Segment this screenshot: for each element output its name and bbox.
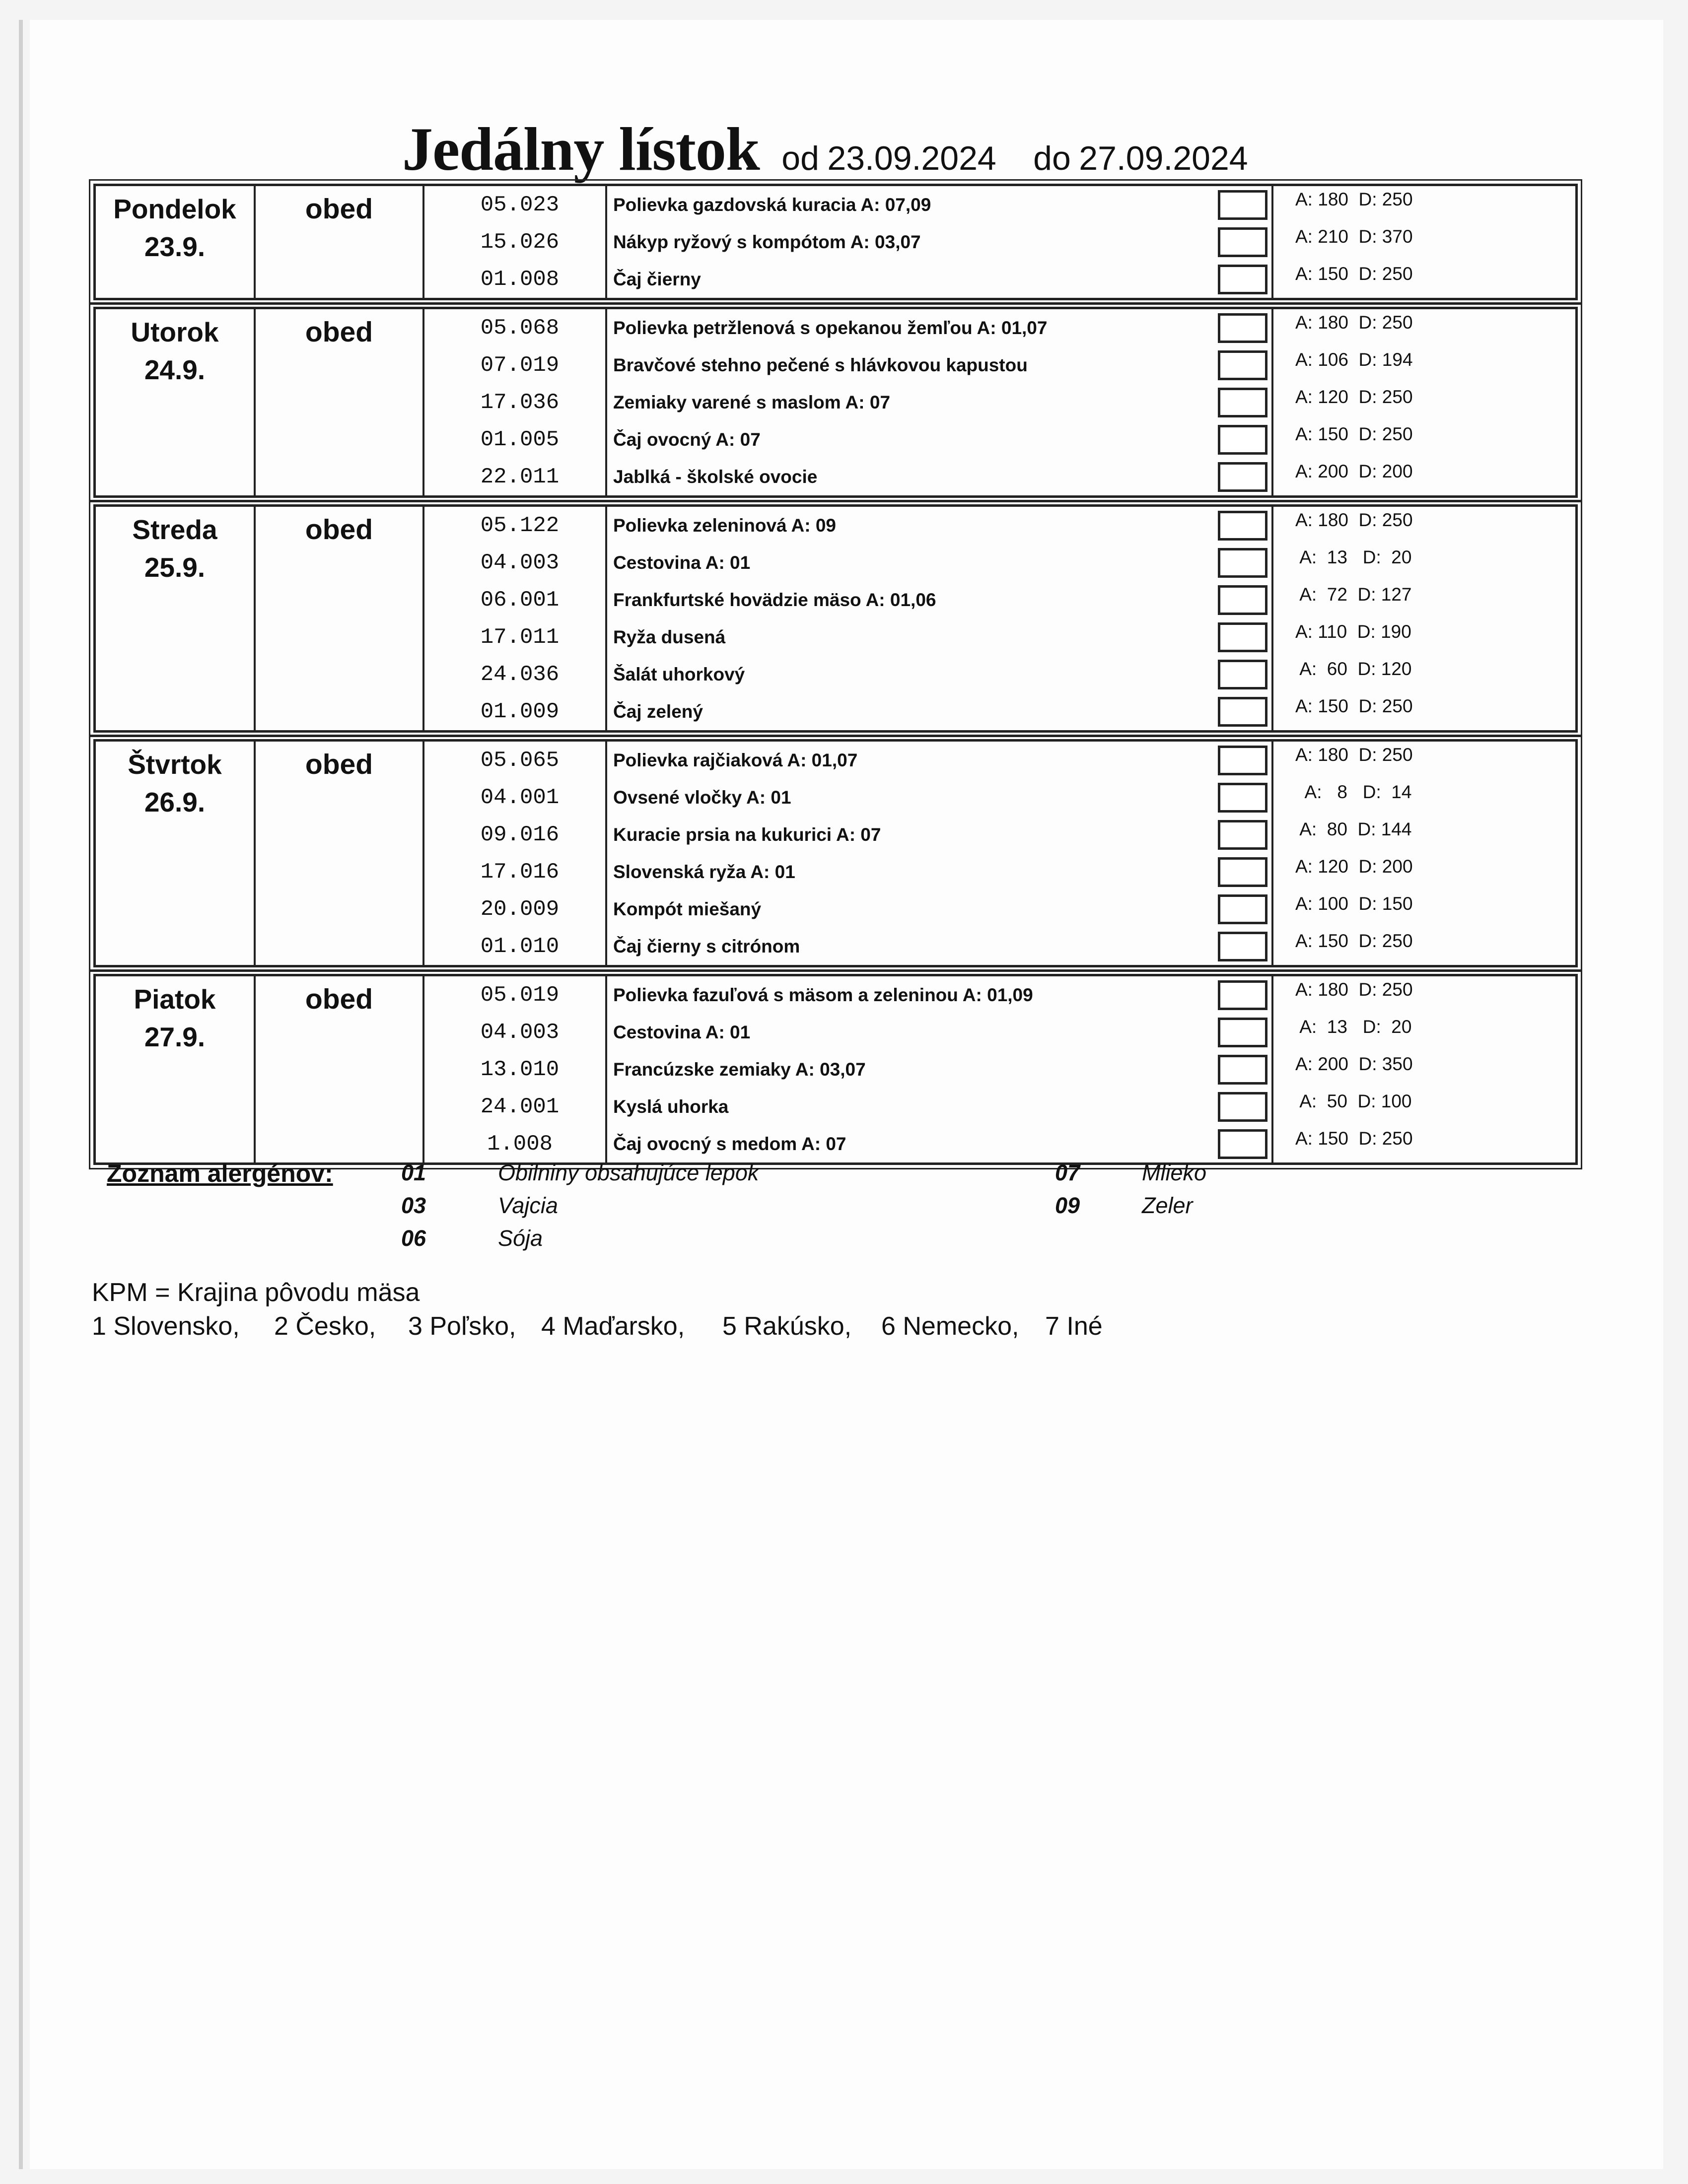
origin-item: 5 Rakúsko, xyxy=(722,1312,852,1341)
order-checkbox[interactable] xyxy=(1218,425,1267,455)
origin-item: 4 Maďarsko, xyxy=(541,1312,685,1341)
dish-code: 13.010 xyxy=(424,1051,607,1088)
portion-weights: A: 210 D: 370 xyxy=(1271,223,1573,261)
dish-rows xyxy=(424,186,1573,298)
day-name: Štvrtok xyxy=(128,749,222,780)
dish-row xyxy=(424,618,1573,656)
dish-name: Slovenská ryža A: 01 xyxy=(613,861,795,882)
day-block xyxy=(93,184,1578,300)
allergen-name: Mlieko xyxy=(1142,1160,1207,1185)
dish-code: 01.010 xyxy=(424,928,607,965)
dish-name: Kuracie prsia na kukurici A: 07 xyxy=(613,824,881,845)
portion-weights: A: 8 D: 14 xyxy=(1271,779,1573,816)
from-label: od xyxy=(781,139,819,177)
portion-weights: A: 180 D: 250 xyxy=(1271,186,1573,223)
origin-item: 2 Česko, xyxy=(274,1312,376,1341)
order-checkbox[interactable] xyxy=(1218,746,1267,775)
dish-row xyxy=(424,544,1573,581)
order-checkbox[interactable] xyxy=(1218,783,1267,813)
portion-weights: A: 180 D: 250 xyxy=(1271,309,1573,346)
dish-name: Čaj ovocný s medom A: 07 xyxy=(613,1133,846,1154)
dish-name: Francúzske zemiaky A: 03,07 xyxy=(613,1059,866,1080)
portion-weights: A: 120 D: 250 xyxy=(1271,384,1573,421)
dish-row xyxy=(424,421,1573,458)
dish-row xyxy=(424,779,1573,816)
meal-type: obed xyxy=(256,186,424,298)
day-info xyxy=(96,976,256,1162)
portion-weights: A: 100 D: 150 xyxy=(1271,890,1573,928)
scan-edge xyxy=(19,20,23,2169)
order-box-cell xyxy=(1214,742,1271,779)
allergen-heading: Zoznam alergénov: xyxy=(107,1160,333,1187)
origin-list xyxy=(92,1309,1103,1343)
dish-code: 17.016 xyxy=(424,853,607,890)
portion-weights: A: 80 D: 144 xyxy=(1271,816,1573,853)
order-checkbox[interactable] xyxy=(1218,350,1267,380)
dish-code: 01.009 xyxy=(424,693,607,730)
dish-rows xyxy=(424,507,1573,730)
day-date: 24.9. xyxy=(144,354,206,385)
allergen-name: Obilniny obsahujúce lepok xyxy=(498,1160,759,1185)
dish-row xyxy=(424,890,1573,928)
dish-name: Kompót miešaný xyxy=(613,898,762,919)
to-date: 27.09.2024 xyxy=(1079,139,1248,177)
order-checkbox[interactable] xyxy=(1218,585,1267,615)
dish-name: Čaj ovocný A: 07 xyxy=(613,429,761,450)
dish-name: Polievka petržlenová s opekanou žemľou A: 01,07 xyxy=(613,317,1048,338)
day-name: Utorok xyxy=(131,317,219,347)
day-name: Streda xyxy=(132,514,217,545)
dish-name: Bravčové stehno pečené s hlávkovou kapustou xyxy=(613,354,1028,375)
order-box-cell xyxy=(1214,458,1271,495)
order-box-cell xyxy=(1214,1088,1271,1125)
order-box-cell xyxy=(1214,779,1271,816)
portion-weights: A: 180 D: 250 xyxy=(1271,976,1573,1014)
order-box-cell xyxy=(1214,544,1271,581)
dish-row xyxy=(424,853,1573,890)
portion-weights: A: 110 D: 190 xyxy=(1271,618,1573,656)
dish-name: Polievka gazdovská kuracia A: 07,09 xyxy=(613,194,931,215)
day-block xyxy=(93,307,1578,498)
dish-row xyxy=(424,693,1573,730)
meat-origin-legend xyxy=(92,1276,1103,1343)
order-box-cell xyxy=(1214,309,1271,346)
allergen-code: 09 xyxy=(1055,1193,1080,1218)
order-box-cell xyxy=(1214,186,1271,223)
dish-code: 17.011 xyxy=(424,618,607,656)
allergen-name: Zeler xyxy=(1142,1193,1193,1218)
origin-item: 1 Slovensko, xyxy=(92,1312,240,1341)
allergen-code: 06 xyxy=(401,1226,426,1251)
dish-rows xyxy=(424,742,1573,965)
dish-row xyxy=(424,976,1573,1014)
dish-name: Polievka fazuľová s mäsom a zeleninou A: 01,09 xyxy=(613,984,1033,1005)
portion-weights: A: 13 D: 20 xyxy=(1271,544,1573,581)
dish-name: Frankfurtské hovädzie mäso A: 01,06 xyxy=(613,589,936,610)
day-date: 25.9. xyxy=(144,552,206,583)
order-box-cell xyxy=(1214,976,1271,1014)
dish-code: 05.023 xyxy=(424,186,607,223)
meal-type: obed xyxy=(256,742,424,965)
kpm-definition: KPM = Krajina pôvodu mäsa xyxy=(92,1278,420,1307)
order-box-cell xyxy=(1214,890,1271,928)
dish-row xyxy=(424,581,1573,618)
dish-code: 04.001 xyxy=(424,779,607,816)
dish-code: 20.009 xyxy=(424,890,607,928)
order-box-cell xyxy=(1214,1051,1271,1088)
dish-code: 01.008 xyxy=(424,261,607,298)
day-name: Piatok xyxy=(134,984,216,1015)
menu-header xyxy=(402,114,1283,189)
order-checkbox[interactable] xyxy=(1218,462,1267,492)
allergen-name: Sója xyxy=(498,1226,543,1251)
portion-weights: A: 200 D: 200 xyxy=(1271,458,1573,495)
allergen-code: 03 xyxy=(401,1193,426,1218)
dish-name: Polievka rajčiaková A: 01,07 xyxy=(613,750,858,770)
dish-row xyxy=(424,346,1573,384)
dish-code: 04.003 xyxy=(424,544,607,581)
dish-code: 07.019 xyxy=(424,346,607,384)
dish-code: 22.011 xyxy=(424,458,607,495)
day-block xyxy=(93,504,1578,733)
order-box-cell xyxy=(1214,618,1271,656)
portion-weights: A: 120 D: 200 xyxy=(1271,853,1573,890)
day-info xyxy=(96,186,256,298)
dish-name: Čaj čierny xyxy=(613,269,701,289)
dish-name: Nákyp ryžový s kompótom A: 03,07 xyxy=(613,231,921,252)
day-date: 27.9. xyxy=(144,1022,206,1052)
portion-weights: A: 150 D: 250 xyxy=(1271,421,1573,458)
day-block xyxy=(93,739,1578,967)
order-box-cell xyxy=(1214,1125,1271,1162)
to-label: do xyxy=(1033,139,1071,177)
order-box-cell xyxy=(1214,581,1271,618)
order-checkbox[interactable] xyxy=(1218,1129,1267,1159)
order-checkbox[interactable] xyxy=(1218,857,1267,887)
dish-code: 06.001 xyxy=(424,581,607,618)
order-checkbox[interactable] xyxy=(1218,622,1267,652)
day-name: Pondelok xyxy=(113,194,236,224)
portion-weights: A: 150 D: 250 xyxy=(1271,261,1573,298)
order-checkbox[interactable] xyxy=(1218,190,1267,220)
dish-row xyxy=(424,309,1573,346)
dish-name: Kyslá uhorka xyxy=(613,1096,729,1117)
dish-name: Čaj zelený xyxy=(613,701,703,722)
dish-code: 17.036 xyxy=(424,384,607,421)
order-checkbox[interactable] xyxy=(1218,932,1267,961)
order-box-cell xyxy=(1214,1014,1271,1051)
portion-weights: A: 200 D: 350 xyxy=(1271,1051,1573,1088)
dish-name: Cestovina A: 01 xyxy=(613,552,751,573)
portion-weights: A: 72 D: 127 xyxy=(1271,581,1573,618)
dish-code: 01.005 xyxy=(424,421,607,458)
allergen-code: 01 xyxy=(401,1160,426,1185)
order-box-cell xyxy=(1214,261,1271,298)
dish-name: Ovsené vločky A: 01 xyxy=(613,787,791,808)
dish-code: 05.122 xyxy=(424,507,607,544)
dish-code: 24.001 xyxy=(424,1088,607,1125)
order-checkbox[interactable] xyxy=(1218,697,1267,727)
portion-weights: A: 50 D: 100 xyxy=(1271,1088,1573,1125)
dish-code: 05.019 xyxy=(424,976,607,1014)
dish-rows xyxy=(424,309,1573,495)
order-checkbox[interactable] xyxy=(1218,1092,1267,1122)
allergen-name: Vajcia xyxy=(498,1193,558,1218)
origin-item: 7 Iné xyxy=(1045,1312,1103,1341)
dish-name: Šalát uhorkový xyxy=(613,664,745,684)
order-checkbox[interactable] xyxy=(1218,894,1267,924)
order-box-cell xyxy=(1214,346,1271,384)
portion-weights: A: 150 D: 250 xyxy=(1271,693,1573,730)
dish-row xyxy=(424,656,1573,693)
dish-code: 24.036 xyxy=(424,656,607,693)
dish-name: Čaj čierny s citrónom xyxy=(613,936,800,956)
order-box-cell xyxy=(1214,816,1271,853)
from-date: 23.09.2024 xyxy=(827,139,996,177)
order-checkbox[interactable] xyxy=(1218,313,1267,343)
day-block xyxy=(93,974,1578,1165)
portion-weights: A: 150 D: 250 xyxy=(1271,1125,1573,1162)
dish-row xyxy=(424,1088,1573,1125)
order-checkbox[interactable] xyxy=(1218,820,1267,850)
dish-row xyxy=(424,384,1573,421)
order-box-cell xyxy=(1214,421,1271,458)
order-checkbox[interactable] xyxy=(1218,511,1267,541)
order-checkbox[interactable] xyxy=(1218,1018,1267,1047)
dish-row xyxy=(424,1125,1573,1162)
order-checkbox[interactable] xyxy=(1218,548,1267,578)
portion-weights: A: 13 D: 20 xyxy=(1271,1014,1573,1051)
dish-row xyxy=(424,223,1573,261)
dish-name: Ryža dusená xyxy=(613,626,726,647)
order-box-cell xyxy=(1214,693,1271,730)
order-checkbox[interactable] xyxy=(1218,265,1267,294)
dish-row xyxy=(424,816,1573,853)
dish-name: Polievka zeleninová A: 09 xyxy=(613,515,836,536)
day-date: 26.9. xyxy=(144,787,206,818)
order-box-cell xyxy=(1214,507,1271,544)
order-box-cell xyxy=(1214,223,1271,261)
order-box-cell xyxy=(1214,656,1271,693)
dish-row xyxy=(424,1051,1573,1088)
portion-weights: A: 150 D: 250 xyxy=(1271,928,1573,965)
dish-code: 05.068 xyxy=(424,309,607,346)
origin-item: 3 Poľsko, xyxy=(408,1312,516,1341)
dish-row xyxy=(424,1014,1573,1051)
order-checkbox[interactable] xyxy=(1218,227,1267,257)
dish-row xyxy=(424,186,1573,223)
day-info xyxy=(96,507,256,730)
dish-row xyxy=(424,742,1573,779)
portion-weights: A: 60 D: 120 xyxy=(1271,656,1573,693)
meal-type: obed xyxy=(256,976,424,1162)
day-date: 23.9. xyxy=(144,231,206,262)
dish-row xyxy=(424,928,1573,965)
dish-name: Jablká - školské ovocie xyxy=(613,466,818,487)
portion-weights: A: 180 D: 250 xyxy=(1271,507,1573,544)
order-checkbox[interactable] xyxy=(1218,660,1267,689)
order-box-cell xyxy=(1214,853,1271,890)
page-title: Jedálny lístok xyxy=(402,115,760,183)
order-box-cell xyxy=(1214,928,1271,965)
dish-row xyxy=(424,261,1573,298)
dish-code: 15.026 xyxy=(424,223,607,261)
day-info xyxy=(96,309,256,495)
order-box-cell xyxy=(1214,384,1271,421)
weekly-menu-table xyxy=(93,184,1578,1171)
dish-name: Zemiaky varené s maslom A: 07 xyxy=(613,392,891,412)
dish-code: 05.065 xyxy=(424,742,607,779)
allergen-code: 07 xyxy=(1055,1160,1080,1185)
dish-row xyxy=(424,507,1573,544)
day-info xyxy=(96,742,256,965)
order-checkbox[interactable] xyxy=(1218,388,1267,417)
dish-code: 04.003 xyxy=(424,1014,607,1051)
order-checkbox[interactable] xyxy=(1218,1055,1267,1085)
origin-item: 6 Nemecko, xyxy=(881,1312,1019,1341)
dish-row xyxy=(424,458,1573,495)
meal-type: obed xyxy=(256,507,424,730)
dish-rows xyxy=(424,976,1573,1162)
dish-code: 1.008 xyxy=(424,1125,607,1162)
portion-weights: A: 106 D: 194 xyxy=(1271,346,1573,384)
dish-code: 09.016 xyxy=(424,816,607,853)
dish-name: Cestovina A: 01 xyxy=(613,1022,751,1042)
order-checkbox[interactable] xyxy=(1218,980,1267,1010)
portion-weights: A: 180 D: 250 xyxy=(1271,742,1573,779)
allergen-list xyxy=(107,1159,1348,1258)
meal-type: obed xyxy=(256,309,424,495)
